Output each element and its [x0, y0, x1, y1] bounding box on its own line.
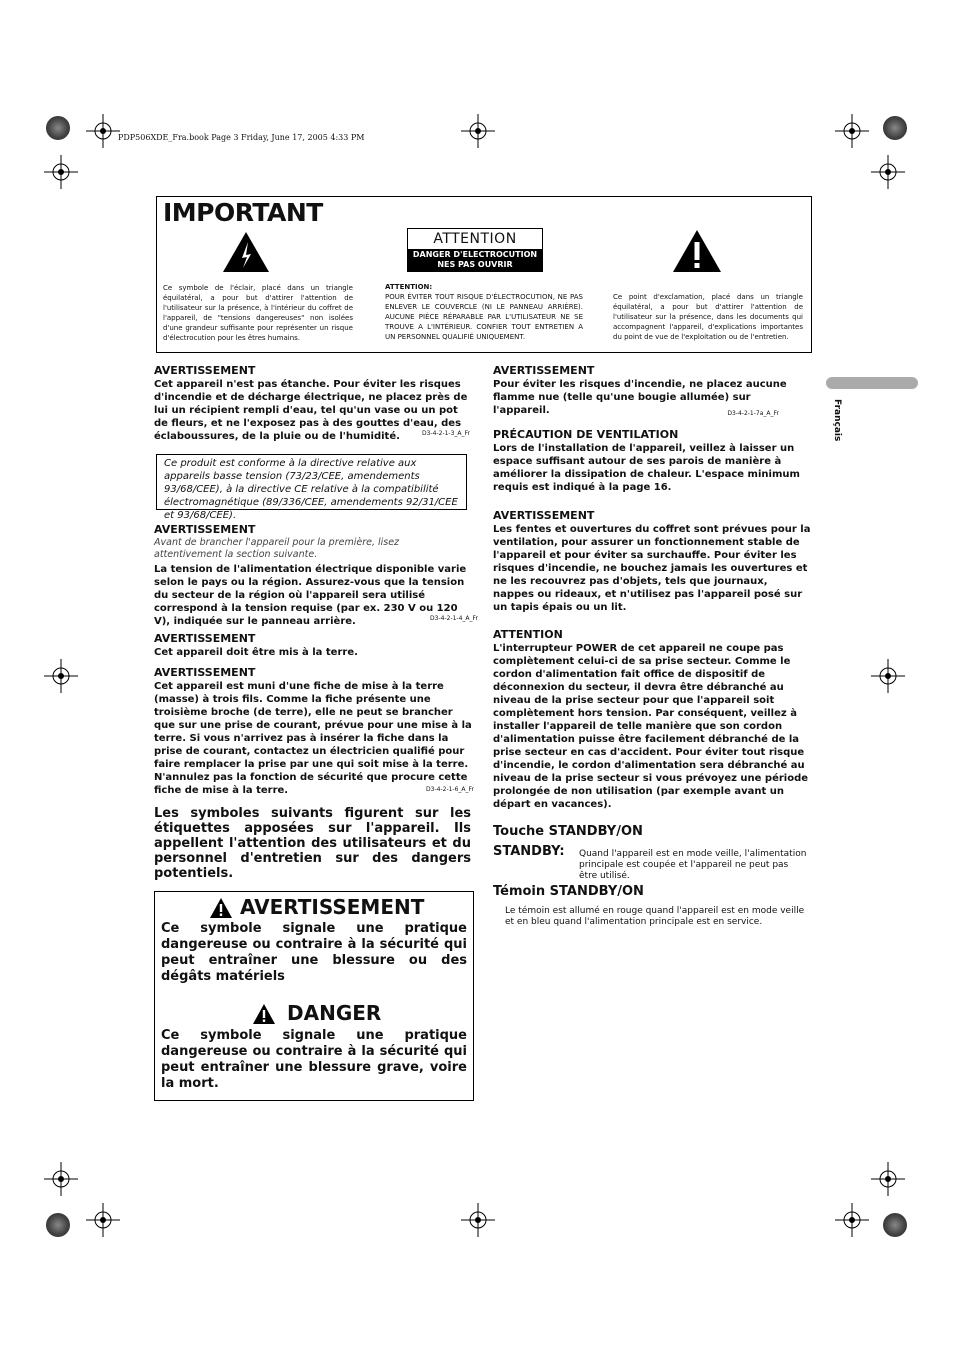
danger-triangle-icon [252, 1003, 276, 1025]
attention-badge-warning: DANGER D'ELECTROCUTION NES PAS OUVRIR [408, 249, 542, 272]
warning-text: Les fentes et ouvertures du coffret sont prévues pour la ventilation, pour assurer un fonctionnement stable de l'appareil et pour éviter sa surchauffe. Pour éviter les risques d'incendie, ne bouchez jamais les ouvertures et ne les recouvrez pas d'objets, tels que journaux, nappes ou rideaux, et n'utilisez pas l'appareil posé sur un tapis épais ou un lit. [493, 524, 811, 613]
lightning-triangle-icon [221, 230, 271, 274]
reference-code: D3-4-2-1-4_A_Fr [430, 615, 478, 622]
warning-heading: AVERTISSEMENT [154, 364, 256, 377]
registration-mark-icon [44, 659, 78, 693]
registration-mark-icon [835, 114, 869, 148]
attention-description: POUR ÉVITER TOUT RISQUE D'ÉLECTROCUTION, NE PAS ENLEVER LE COUVERCLE (NI LE PANNEAU ARRIÈRE). AUCUNE PIÈCE RÉPARABLE PAR L'UTILISATEUR NE SE TROUVE A L'INTÉRIEUR. CONFIER TOUT ENTRETIEN A UN PERSONNEL QUALIFIÉ UNIQUEMENT. [385, 293, 583, 341]
warning-text: La tension de l'alimentation électrique disponible varie selon le pays ou la région. Assurez-vous que la tension du secteur de la région où l'appareil sera utilisé correspond à la tension requise (par ex. 230 V ou 120 V), indiquée sur le panneau arrière. [154, 564, 467, 627]
registration-mark-icon [86, 114, 120, 148]
reference-code: D3-4-2-1-3_A_Fr [422, 430, 470, 437]
ce-conformity-box [156, 454, 467, 521]
print-color-disc-icon [883, 116, 907, 140]
important-title: IMPORTANT [163, 198, 323, 227]
standby-text: Quand l'appareil est en mode veille, l'alimentation principale est coupée et l'appareil ne peut pas être utilisé. [579, 849, 807, 881]
avertissement-box-text: Ce symbole signale une pratique dangereuse ou contraire à la sécurité qui peut entraîner une blessure ou des dégâts matériels [161, 921, 467, 984]
warning-text: Pour éviter les risques d'incendie, ne placez aucune flamme nue (telle qu'une bougie allumée) sur l'appareil. [493, 379, 787, 416]
symbols-intro: Les symboles suivants figurent sur les étiquettes apposées sur l'appareil. Ils appellent l'attention des utilisateurs et du personnel d'entretien sur des dangers potentiels. [154, 806, 471, 881]
registration-mark-icon [871, 155, 905, 189]
warning-text: Cet appareil est muni d'une fiche de mise à la terre (masse) à trois fils. Comme la fiche présente une troisième broche (de terre), elle ne peut se brancher que sur une prise de courant, prévue pour une mise à la terre. Si vous n'arrivez pas à insérer la fiche dans la prise de courant, contactez un électricien qualifié pour faire remplacer la prise par une qui soit mise à la terre. N'annulez pas la fonction de sécurité que procure cette fiche de mise à la terre. [154, 681, 472, 796]
attention-heading: ATTENTION: [385, 283, 433, 291]
standby-indicator-heading: Témoin STANDBY/ON [493, 884, 644, 899]
book-info-line: PDP506XDE_Fra.book Page 3 Friday, June 17, 2005 4:33 PM [118, 133, 365, 142]
language-tab [826, 377, 918, 389]
language-label: Français [832, 399, 842, 442]
warning-text: Cet appareil n'est pas étanche. Pour éviter les risques d'incendie et de décharge électrique, ne placez près de lui un récipient rempli d'eau, tel qu'un vase ou un pot de fleurs, et ne l'exposez pas à des gouttes d'eau, des éclaboussures, de la pluie ou de l'humidité. [154, 379, 468, 442]
reference-code: D3-4-2-1-6_A_Fr [426, 786, 474, 793]
warning-triangle-icon [209, 897, 233, 919]
registration-mark-icon [871, 659, 905, 693]
lightning-description: Ce symbole de l'éclair, placé dans un triangle équilatéral, a pour but d'attirer l'attention de l'utilisateur sur la présence, à l'intérieur du coffret de l'appareil, de "tensions dangereuses" non isolées d'une grandeur suffisante pour représenter un risque d'électrocution pour les êtres humains. [163, 284, 353, 342]
ce-conformity-text: Ce produit est conforme à la directive relative aux appareils basse tension (73/23/CEE, amendements 93/68/CEE), à la directive CE relative à la compatibilité électromagnétique (89/336/CEE, amendements 92/31/CEE et 93/68/CEE). [164, 458, 458, 521]
attention-badge-title: ATTENTION [433, 231, 517, 247]
danger-box-text: Ce symbole signale une pratique dangereuse ou contraire à la sécurité qui peut entraîner une blessure grave, voire la mort. [161, 1028, 467, 1091]
exclamation-triangle-icon [671, 228, 723, 274]
attention-badge [407, 228, 543, 272]
ventilation-heading: PRÉCAUTION DE VENTILATION [493, 428, 679, 441]
reference-code: D3-4-2-1-7a_A_Fr [727, 410, 779, 417]
attention-heading: ATTENTION [493, 628, 563, 641]
registration-mark-icon [835, 1203, 869, 1237]
print-color-disc-icon [883, 1213, 907, 1237]
print-color-disc-icon [46, 1213, 70, 1237]
registration-mark-icon [44, 1162, 78, 1196]
standby-key-heading: Touche STANDBY/ON [493, 824, 643, 839]
warning-intro: Avant de brancher l'appareil pour la première, lisez attentivement la section suivante. [154, 537, 400, 560]
avertissement-box-title: AVERTISSEMENT [240, 895, 425, 919]
standby-label: STANDBY: [493, 844, 565, 859]
exclamation-description: Ce point d'exclamation, placé dans un triangle équilatéral, a pour but d'attirer l'attention de l'utilisateur sur la présence, dans les documents qui accompagnent l'appareil, d'explications importantes du point de vue de l'exploitation ou de l'entretien. [613, 293, 803, 341]
danger-box-title: DANGER [287, 1001, 382, 1025]
warning-heading: AVERTISSEMENT [154, 666, 256, 679]
warning-text: Cet appareil doit être mis à la terre. [154, 647, 358, 658]
registration-mark-icon [44, 155, 78, 189]
registration-mark-icon [86, 1203, 120, 1237]
print-color-disc-icon [46, 116, 70, 140]
warning-heading: AVERTISSEMENT [154, 632, 256, 645]
warning-heading: AVERTISSEMENT [493, 364, 595, 377]
warning-heading: AVERTISSEMENT [154, 523, 256, 536]
attention-text: L'interrupteur POWER de cet appareil ne coupe pas complètement celui-ci de sa prise secteur. Comme le cordon d'alimentation fait office de dispositif de déconnexion du secteur, il devra être débranché au niveau de la prise secteur pour que l'appareil soit complètement hors tension. Par conséquent, veillez à installer l'appareil de telle manière que son cordon d'alimentation puisse être facilement débranché de la prise secteur en cas d'accident. Pour éviter tout risque d'incendie, le cordon d'alimentation sera débranché au niveau de la prise secteur si vous prévoyez une période prolongée de non utilisation (par exemple avant un départ en vacances). [493, 643, 809, 810]
registration-mark-icon [461, 114, 495, 148]
standby-indicator-text: Le témoin est allumé en rouge quand l'appareil est en mode veille et en bleu quand l'alimentation principale est en service. [505, 906, 805, 927]
registration-mark-icon [461, 1203, 495, 1237]
registration-mark-icon [871, 1162, 905, 1196]
warning-heading: AVERTISSEMENT [493, 509, 595, 522]
ventilation-text: Lors de l'installation de l'appareil, veillez à laisser un espace suffisant autour de ses parois de manière à améliorer la dissipation de chaleur. L'espace minimum requis est indiqué à la page 16. [493, 443, 800, 493]
